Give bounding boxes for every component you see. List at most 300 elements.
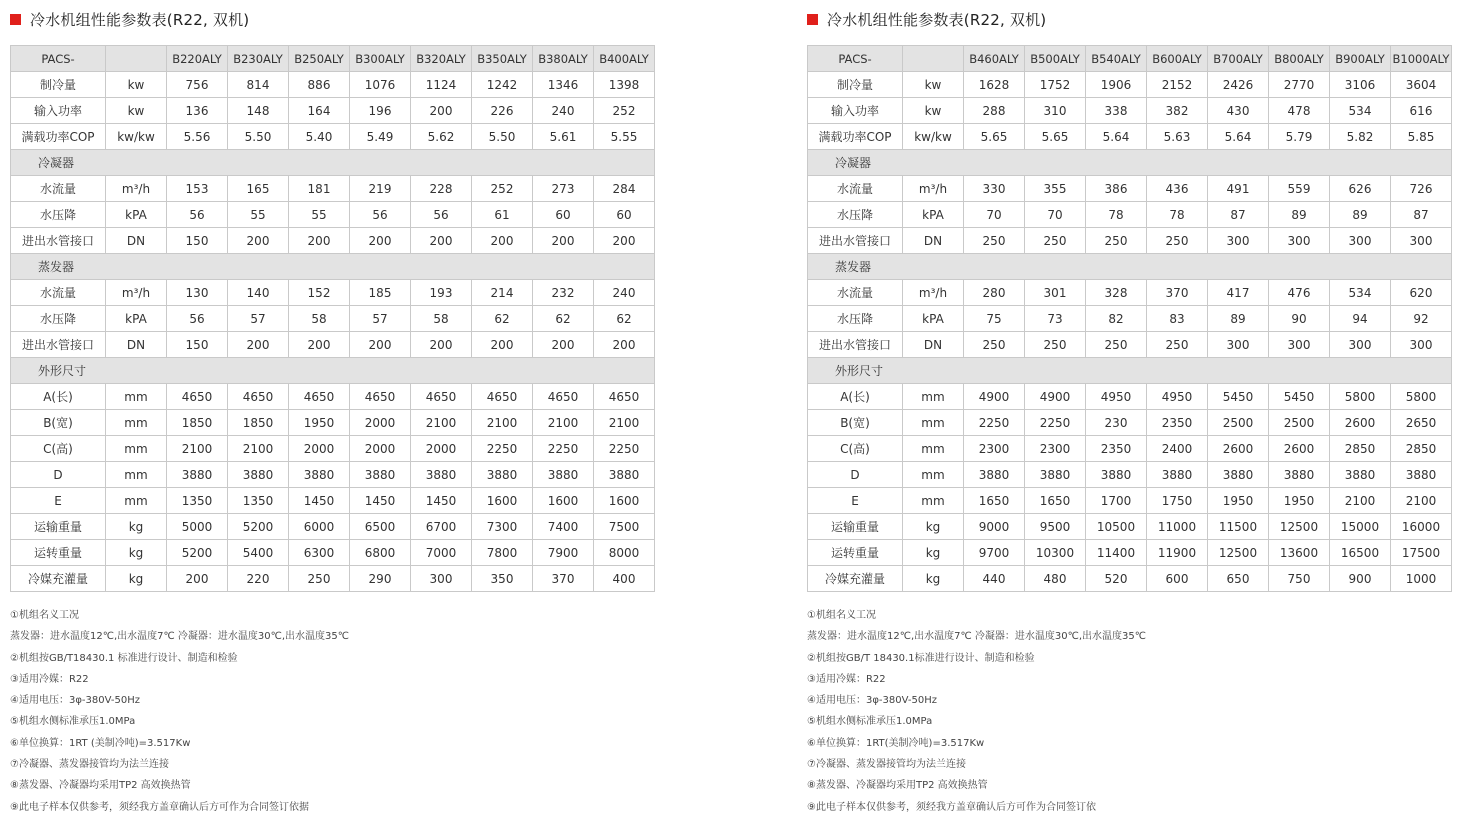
red-square-marker <box>10 14 21 25</box>
unit-cell: kg <box>106 514 167 540</box>
value-cell: 1124 <box>411 72 472 98</box>
value-cell: 1950 <box>1208 488 1269 514</box>
value-cell: 2500 <box>1269 410 1330 436</box>
value-cell: 1398 <box>594 72 655 98</box>
unit-cell: kg <box>106 566 167 592</box>
value-cell: 4900 <box>1025 384 1086 410</box>
value-cell: 3880 <box>594 462 655 488</box>
unit-cell: kw <box>106 98 167 124</box>
value-cell: 78 <box>1147 202 1208 228</box>
value-cell: 5.65 <box>964 124 1025 150</box>
value-cell: 200 <box>594 228 655 254</box>
section-row <box>808 254 1452 280</box>
unit-cell: kPA <box>903 306 964 332</box>
note-line: ①机组名义工况 <box>10 610 79 621</box>
note-line: ④适用电压：3φ-380V-50Hz <box>10 695 140 707</box>
value-cell: 2850 <box>1330 436 1391 462</box>
model-header-cell: B250ALY <box>289 46 350 72</box>
row-label-cell: 水流量 <box>11 280 106 306</box>
value-cell: 5.40 <box>289 124 350 150</box>
value-cell: 7800 <box>472 540 533 566</box>
unit-cell: m³/h <box>106 176 167 202</box>
value-cell: 750 <box>1269 566 1330 592</box>
value-cell: 3880 <box>1147 462 1208 488</box>
value-cell: 5000 <box>167 514 228 540</box>
value-cell: 1450 <box>411 488 472 514</box>
section-label-cell: 蒸发器 <box>11 254 655 280</box>
model-header-cell: B300ALY <box>350 46 411 72</box>
note-line: ⑥单位换算：1RT(美制冷吨)=3.517Kw <box>807 737 985 749</box>
row-label-cell: D <box>808 462 903 488</box>
model-header-cell: B700ALY <box>1208 46 1269 72</box>
value-cell: 3880 <box>1391 462 1452 488</box>
table-row <box>11 280 655 306</box>
value-cell: 3880 <box>350 462 411 488</box>
value-cell: 1350 <box>167 488 228 514</box>
row-label-cell: 水流量 <box>11 176 106 202</box>
table-row <box>11 462 655 488</box>
value-cell: 58 <box>411 306 472 332</box>
value-cell: 386 <box>1086 176 1147 202</box>
notes-list <box>807 605 1453 818</box>
value-cell: 1650 <box>1025 488 1086 514</box>
value-cell: 300 <box>1391 228 1452 254</box>
table-row <box>808 98 1452 124</box>
spec-table <box>807 45 1452 592</box>
value-cell: 300 <box>1208 228 1269 254</box>
value-cell: 350 <box>472 566 533 592</box>
value-cell: 2152 <box>1147 72 1208 98</box>
value-cell: 214 <box>472 280 533 306</box>
value-cell: 1950 <box>289 410 350 436</box>
value-cell: 83 <box>1147 306 1208 332</box>
value-cell: 240 <box>594 280 655 306</box>
note-line: ⑦冷凝器、蒸发器接管均为法兰连接 <box>10 759 169 771</box>
value-cell: 2426 <box>1208 72 1269 98</box>
value-cell: 16000 <box>1391 514 1452 540</box>
value-cell: 250 <box>1147 228 1208 254</box>
model-header-cell: B800ALY <box>1269 46 1330 72</box>
unit-cell: mm <box>106 410 167 436</box>
table-row <box>11 176 655 202</box>
value-cell: 193 <box>411 280 472 306</box>
value-cell: 1850 <box>167 410 228 436</box>
value-cell: 5.62 <box>411 124 472 150</box>
table-row <box>11 384 655 410</box>
value-cell: 4650 <box>472 384 533 410</box>
row-label-cell: 进出水管接口 <box>808 228 903 254</box>
value-cell: 2350 <box>1147 410 1208 436</box>
value-cell: 5450 <box>1269 384 1330 410</box>
value-cell: 78 <box>1086 202 1147 228</box>
value-cell: 8000 <box>594 540 655 566</box>
model-header-cell: B380ALY <box>533 46 594 72</box>
value-cell: 200 <box>411 98 472 124</box>
note-line: ⑨此电子样本仅供参考，须经我方盖章确认后方可作为合同签订依据 <box>10 801 309 813</box>
value-cell: 2100 <box>594 410 655 436</box>
value-cell: 140 <box>228 280 289 306</box>
header-label-cell: PACS- <box>11 46 106 72</box>
value-cell: 11000 <box>1147 514 1208 540</box>
value-cell: 2650 <box>1391 410 1452 436</box>
value-cell: 252 <box>594 98 655 124</box>
value-cell: 3880 <box>964 462 1025 488</box>
value-cell: 200 <box>472 332 533 358</box>
value-cell: 1600 <box>594 488 655 514</box>
value-cell: 491 <box>1208 176 1269 202</box>
value-cell: 200 <box>228 228 289 254</box>
value-cell: 5.61 <box>533 124 594 150</box>
value-cell: 57 <box>350 306 411 332</box>
value-cell: 4650 <box>350 384 411 410</box>
note-line: ⑧蒸发器、冷凝器均采用TP2 高效换热管 <box>807 780 988 792</box>
title-row <box>807 0 1453 38</box>
row-label-cell: 制冷量 <box>808 72 903 98</box>
value-cell: 58 <box>289 306 350 332</box>
row-label-cell: C(高) <box>808 436 903 462</box>
value-cell: 220 <box>228 566 289 592</box>
value-cell: 756 <box>167 72 228 98</box>
note-line: ⑤机组水侧标准承压1.0MPa <box>807 716 933 728</box>
value-cell: 82 <box>1086 306 1147 332</box>
note-line: 蒸发器：进水温度12℃,出水温度7℃ 冷凝器：进水温度30℃,出水温度35℃ <box>807 631 1146 643</box>
value-cell: 2770 <box>1269 72 1330 98</box>
unit-cell: mm <box>106 462 167 488</box>
value-cell: 62 <box>472 306 533 332</box>
section-label-cell: 外形尺寸 <box>808 358 1452 384</box>
unit-cell: kPA <box>106 306 167 332</box>
value-cell: 70 <box>1025 202 1086 228</box>
value-cell: 1950 <box>1269 488 1330 514</box>
note-line: ②机组按GB/T 18430.1标准进行设计、制造和检验 <box>807 652 1035 664</box>
value-cell: 2300 <box>1025 436 1086 462</box>
row-label-cell: 进出水管接口 <box>11 228 106 254</box>
value-cell: 1242 <box>472 72 533 98</box>
value-cell: 300 <box>1269 332 1330 358</box>
section-label-cell: 冷凝器 <box>11 150 655 176</box>
value-cell: 228 <box>411 176 472 202</box>
value-cell: 2000 <box>289 436 350 462</box>
value-cell: 7500 <box>594 514 655 540</box>
value-cell: 476 <box>1269 280 1330 306</box>
table-row <box>11 332 655 358</box>
header-unit-cell <box>106 46 167 72</box>
value-cell: 300 <box>1269 228 1330 254</box>
table-row <box>808 488 1452 514</box>
value-cell: 1650 <box>964 488 1025 514</box>
value-cell: 2100 <box>167 436 228 462</box>
value-cell: 1628 <box>964 72 1025 98</box>
table-row <box>11 436 655 462</box>
value-cell: 4650 <box>533 384 594 410</box>
value-cell: 6000 <box>289 514 350 540</box>
unit-cell: kw <box>903 72 964 98</box>
row-label-cell: 运输重量 <box>11 514 106 540</box>
value-cell: 9500 <box>1025 514 1086 540</box>
unit-cell: mm <box>106 488 167 514</box>
value-cell: 200 <box>411 228 472 254</box>
row-label-cell: 冷媒充灌量 <box>808 566 903 592</box>
value-cell: 1450 <box>289 488 350 514</box>
value-cell: 252 <box>472 176 533 202</box>
value-cell: 5.65 <box>1025 124 1086 150</box>
value-cell: 250 <box>1025 228 1086 254</box>
unit-cell: mm <box>106 436 167 462</box>
value-cell: 3880 <box>1208 462 1269 488</box>
value-cell: 300 <box>1391 332 1452 358</box>
row-label-cell: 水压降 <box>11 306 106 332</box>
model-header-cell: B500ALY <box>1025 46 1086 72</box>
value-cell: 13600 <box>1269 540 1330 566</box>
table-row <box>808 410 1452 436</box>
unit-cell: mm <box>903 462 964 488</box>
note-line: ③适用冷媒：R22 <box>10 673 89 685</box>
section-row <box>11 254 655 280</box>
value-cell: 150 <box>167 228 228 254</box>
unit-cell: DN <box>106 228 167 254</box>
table-row <box>808 72 1452 98</box>
value-cell: 89 <box>1330 202 1391 228</box>
row-label-cell: 输入功率 <box>11 98 106 124</box>
unit-cell: mm <box>903 488 964 514</box>
value-cell: 3880 <box>228 462 289 488</box>
value-cell: 10500 <box>1086 514 1147 540</box>
value-cell: 284 <box>594 176 655 202</box>
value-cell: 200 <box>533 332 594 358</box>
value-cell: 300 <box>411 566 472 592</box>
value-cell: 559 <box>1269 176 1330 202</box>
red-square-marker <box>807 14 818 25</box>
value-cell: 240 <box>533 98 594 124</box>
value-cell: 310 <box>1025 98 1086 124</box>
value-cell: 650 <box>1208 566 1269 592</box>
table-row <box>808 306 1452 332</box>
value-cell: 480 <box>1025 566 1086 592</box>
table-title: 冷水机组性能参数表(R22, 双机) <box>30 10 250 29</box>
value-cell: 5.85 <box>1391 124 1452 150</box>
value-cell: 165 <box>228 176 289 202</box>
value-cell: 7300 <box>472 514 533 540</box>
value-cell: 273 <box>533 176 594 202</box>
unit-cell: DN <box>106 332 167 358</box>
row-label-cell: 水流量 <box>808 176 903 202</box>
unit-cell: kw <box>903 98 964 124</box>
header-label-cell: PACS- <box>808 46 903 72</box>
note-line: ②机组按GB/T18430.1 标准进行设计、制造和检验 <box>10 652 238 664</box>
unit-cell: kg <box>903 566 964 592</box>
row-label-cell: 水流量 <box>808 280 903 306</box>
value-cell: 89 <box>1208 306 1269 332</box>
value-cell: 11500 <box>1208 514 1269 540</box>
value-cell: 300 <box>1330 332 1391 358</box>
unit-cell: m³/h <box>106 280 167 306</box>
value-cell: 5.50 <box>228 124 289 150</box>
value-cell: 1850 <box>228 410 289 436</box>
table-row <box>808 280 1452 306</box>
value-cell: 1346 <box>533 72 594 98</box>
section-row <box>11 150 655 176</box>
value-cell: 75 <box>964 306 1025 332</box>
value-cell: 3880 <box>289 462 350 488</box>
value-cell: 5200 <box>167 540 228 566</box>
model-header-cell: B900ALY <box>1330 46 1391 72</box>
value-cell: 56 <box>167 306 228 332</box>
model-header-cell: B320ALY <box>411 46 472 72</box>
value-cell: 250 <box>964 228 1025 254</box>
value-cell: 61 <box>472 202 533 228</box>
value-cell: 2600 <box>1330 410 1391 436</box>
row-label-cell: 运转重量 <box>11 540 106 566</box>
row-label-cell: 满载功率COP <box>808 124 903 150</box>
row-label-cell: 进出水管接口 <box>11 332 106 358</box>
value-cell: 136 <box>167 98 228 124</box>
value-cell: 300 <box>1330 228 1391 254</box>
row-label-cell: E <box>11 488 106 514</box>
value-cell: 2850 <box>1391 436 1452 462</box>
value-cell: 616 <box>1391 98 1452 124</box>
value-cell: 226 <box>472 98 533 124</box>
value-cell: 436 <box>1147 176 1208 202</box>
value-cell: 280 <box>964 280 1025 306</box>
value-cell: 250 <box>1147 332 1208 358</box>
value-cell: 3880 <box>1269 462 1330 488</box>
section-label-cell: 冷凝器 <box>808 150 1452 176</box>
value-cell: 3880 <box>533 462 594 488</box>
section-row <box>808 150 1452 176</box>
value-cell: 200 <box>228 332 289 358</box>
value-cell: 1752 <box>1025 72 1086 98</box>
spec-table <box>10 45 655 592</box>
value-cell: 200 <box>411 332 472 358</box>
value-cell: 11900 <box>1147 540 1208 566</box>
value-cell: 6300 <box>289 540 350 566</box>
value-cell: 534 <box>1330 280 1391 306</box>
value-cell: 4650 <box>228 384 289 410</box>
table-row <box>11 566 655 592</box>
model-header-cell: B460ALY <box>964 46 1025 72</box>
note-line: ⑧蒸发器、冷凝器均采用TP2 高效换热管 <box>10 780 191 792</box>
value-cell: 17500 <box>1391 540 1452 566</box>
model-header-cell: B220ALY <box>167 46 228 72</box>
value-cell: 130 <box>167 280 228 306</box>
value-cell: 6800 <box>350 540 411 566</box>
value-cell: 440 <box>964 566 1025 592</box>
value-cell: 89 <box>1269 202 1330 228</box>
value-cell: 11400 <box>1086 540 1147 566</box>
value-cell: 5.56 <box>167 124 228 150</box>
note-line: 蒸发器：进水温度12℃,出水温度7℃ 冷凝器：进水温度30℃,出水温度35℃ <box>10 631 349 643</box>
value-cell: 5.64 <box>1086 124 1147 150</box>
value-cell: 600 <box>1147 566 1208 592</box>
value-cell: 3880 <box>472 462 533 488</box>
unit-cell: m³/h <box>903 176 964 202</box>
table-row <box>808 436 1452 462</box>
unit-cell: DN <box>903 228 964 254</box>
value-cell: 5200 <box>228 514 289 540</box>
value-cell: 900 <box>1330 566 1391 592</box>
model-header-cell: B350ALY <box>472 46 533 72</box>
value-cell: 4650 <box>167 384 228 410</box>
value-cell: 3880 <box>411 462 472 488</box>
value-cell: 417 <box>1208 280 1269 306</box>
row-label-cell: C(高) <box>11 436 106 462</box>
value-cell: 185 <box>350 280 411 306</box>
section-row <box>11 358 655 384</box>
section-label-cell: 外形尺寸 <box>11 358 655 384</box>
value-cell: 250 <box>1025 332 1086 358</box>
value-cell: 200 <box>289 228 350 254</box>
row-label-cell: 水压降 <box>808 306 903 332</box>
table-row <box>808 176 1452 202</box>
table-row <box>808 384 1452 410</box>
value-cell: 250 <box>1086 228 1147 254</box>
table-row <box>11 228 655 254</box>
note-line: ⑤机组水侧标准承压1.0MPa <box>10 716 136 728</box>
left-panel <box>10 0 656 818</box>
note-line: ①机组名义工况 <box>807 610 876 621</box>
table-row <box>808 462 1452 488</box>
value-cell: 726 <box>1391 176 1452 202</box>
value-cell: 338 <box>1086 98 1147 124</box>
row-label-cell: 运转重量 <box>808 540 903 566</box>
model-header-cell: B1000ALY <box>1391 46 1452 72</box>
unit-cell: kPA <box>106 202 167 228</box>
value-cell: 3880 <box>1330 462 1391 488</box>
value-cell: 2400 <box>1147 436 1208 462</box>
row-label-cell: 水压降 <box>11 202 106 228</box>
value-cell: 56 <box>411 202 472 228</box>
row-label-cell: 运输重量 <box>808 514 903 540</box>
table-row <box>808 566 1452 592</box>
value-cell: 370 <box>533 566 594 592</box>
value-cell: 2000 <box>350 410 411 436</box>
value-cell: 5.49 <box>350 124 411 150</box>
header-unit-cell <box>903 46 964 72</box>
value-cell: 250 <box>964 332 1025 358</box>
value-cell: 200 <box>472 228 533 254</box>
unit-cell: kg <box>903 540 964 566</box>
value-cell: 9700 <box>964 540 1025 566</box>
value-cell: 2600 <box>1269 436 1330 462</box>
value-cell: 2350 <box>1086 436 1147 462</box>
value-cell: 232 <box>533 280 594 306</box>
unit-cell: kPA <box>903 202 964 228</box>
value-cell: 2100 <box>1330 488 1391 514</box>
value-cell: 370 <box>1147 280 1208 306</box>
unit-cell: m³/h <box>903 280 964 306</box>
unit-cell: mm <box>903 410 964 436</box>
unit-cell: mm <box>106 384 167 410</box>
value-cell: 230 <box>1086 410 1147 436</box>
unit-cell: mm <box>903 436 964 462</box>
value-cell: 60 <box>594 202 655 228</box>
value-cell: 153 <box>167 176 228 202</box>
value-cell: 200 <box>167 566 228 592</box>
table-row <box>11 124 655 150</box>
value-cell: 62 <box>594 306 655 332</box>
value-cell: 250 <box>289 566 350 592</box>
value-cell: 5450 <box>1208 384 1269 410</box>
value-cell: 181 <box>289 176 350 202</box>
row-label-cell: A(长) <box>11 384 106 410</box>
table-row <box>11 488 655 514</box>
value-cell: 56 <box>167 202 228 228</box>
value-cell: 10300 <box>1025 540 1086 566</box>
value-cell: 4950 <box>1086 384 1147 410</box>
value-cell: 2000 <box>350 436 411 462</box>
table-row <box>11 306 655 332</box>
value-cell: 330 <box>964 176 1025 202</box>
